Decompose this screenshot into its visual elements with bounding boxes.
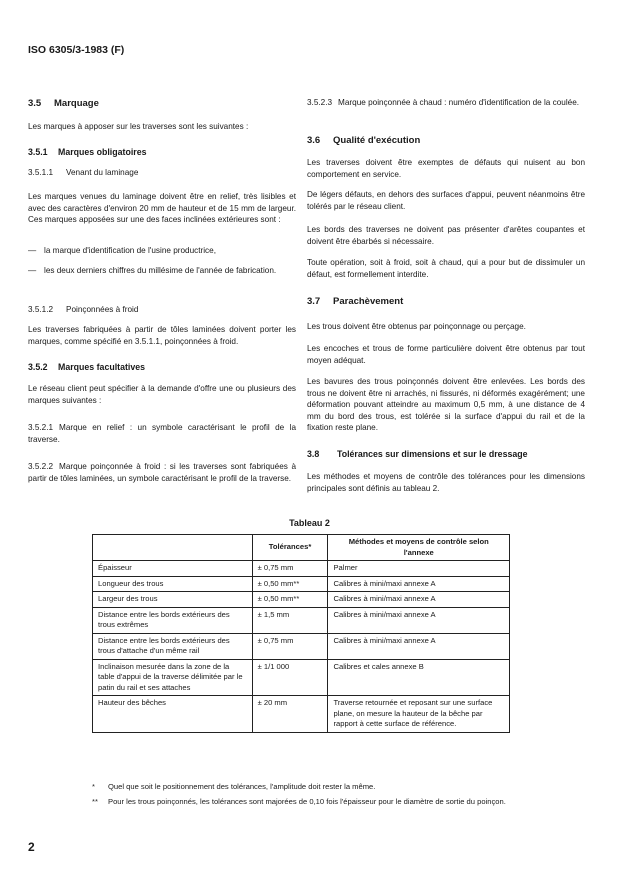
section-3-7-heading	[307, 296, 585, 307]
table-cell: Traverse retournée et reposant sur une surface plane, on mesure la hauteur de la bêche par rapport à cette surface de référence.	[328, 696, 510, 733]
table-cell: ± 0,75 mm	[252, 633, 328, 659]
section-number: 3.5.2	[28, 362, 48, 372]
section-title: Marques facultatives	[58, 362, 146, 372]
section-3-5-2-heading	[28, 362, 296, 372]
section-3-8-heading	[307, 449, 585, 459]
section-3-6-text-1: Les traverses doivent être exemptes de défauts qui nuisent au bon comportement en service.	[307, 158, 585, 179]
section-3-5-text: Les marques à apposer sur les traverses sont les suivantes :	[28, 122, 249, 131]
table-cell: Calibres à mini/maxi annexe A	[328, 633, 510, 659]
section-number: 3.7	[307, 296, 321, 307]
table-cell: Largeur des trous	[93, 592, 253, 608]
document-id: ISO 6305/3-1983 (F)	[28, 44, 125, 56]
table-cell: Distance entre les bords extérieurs des trous extrêmes	[93, 607, 253, 633]
section-number: 3.5.1	[28, 147, 48, 157]
table-cell: Calibres à mini/maxi annexe A	[328, 576, 510, 592]
table-cell: Longueur des trous	[93, 576, 253, 592]
section-number: 3.6	[307, 135, 321, 146]
dash-mark: —	[28, 246, 37, 255]
table-cell: Calibres et cales annexe B	[328, 659, 510, 696]
footnote-mark: **	[92, 797, 98, 806]
section-3-5-1-1-text: Les marques venues du laminage doivent être en relief, très lisibles et avec des caractères d'environ 20 mm de hauteur et de 15 mm de largeur. Ces marques apposées sur une des faces inclinées extérieures sont :	[28, 192, 296, 224]
table-row	[93, 592, 510, 608]
table-cell: ± 0,50 mm**	[252, 592, 328, 608]
table-cell: Épaisseur	[93, 561, 253, 577]
section-title: Poinçonnées à froid	[66, 305, 139, 314]
table-cell: ± 1,5 mm	[252, 607, 328, 633]
section-3-6-text-4: Toute opération, soit à froid, soit à chaud, qui a pour but de dissimuler un défaut, est formellement interdite.	[307, 258, 585, 279]
section-3-7-text-3: Les bavures des trous poinçonnés doivent être enlevées. Les bords des trous ne doivent être ni arrachés, ni fissurés, ni déformés exagérément; une déformation pouvant atteindre au maximum 0,5 mm, à une distance de 4 mm du bord des trous, est tolérée si la surface d'appui du rail et de la fixation reste plane.	[307, 377, 585, 432]
table-cell: ± 20 mm	[252, 696, 328, 733]
section-title: Tolérances sur dimensions et sur le dressage	[337, 449, 528, 459]
section-title: Venant du laminage	[66, 168, 139, 177]
section-3-7-text-1: Les trous doivent être obtenus par poinçonnage ou perçage.	[307, 322, 526, 331]
dash-item-text: la marque d'identification de l'usine productrice,	[44, 246, 216, 255]
section-3-5-2-3	[307, 97, 585, 109]
footnote-2	[92, 797, 528, 808]
table-cell: Distance entre les bords extérieurs des trous d'attache d'un même rail	[93, 633, 253, 659]
footnote-1	[92, 782, 512, 793]
dash-item-1	[28, 245, 312, 257]
section-3-5-2-text: Le réseau client peut spécifier à la demande d'offre une ou plusieurs des marques suivantes :	[28, 384, 296, 405]
table-cell: ± 1/1 000	[252, 659, 328, 696]
section-text: Marque poinçonnée à froid : si les traverses sont fabriquées à partir de tôles laminées, un symbole caractérisant le profil de la traverse.	[28, 462, 296, 483]
section-3-6-text-3: Les bords des traverses ne doivent pas présenter d'arêtes coupantes et doivent être ébarbés si nécessaire.	[307, 225, 585, 246]
section-number: 3.8	[307, 449, 320, 459]
table-row	[93, 576, 510, 592]
table-header-row	[93, 535, 510, 561]
section-3-5-1-2-text: Les traverses fabriquées à partir de tôles laminées doivent porter les marques, comme spécifié en 3.5.1.1, poinçonnées à froid.	[28, 325, 296, 346]
section-3-7-text-2: Les encoches et trous de forme particulière doivent être obtenus par tout moyen adéquat.	[307, 344, 585, 365]
section-3-5-1-1-heading	[28, 168, 296, 177]
section-text: Marque poinçonnée à chaud : numéro d'identification de la coulée.	[338, 98, 580, 107]
table-row	[93, 633, 510, 659]
section-number: 3.5	[28, 98, 42, 109]
footnote-mark: *	[92, 782, 95, 791]
section-number: 3.5.2.3	[307, 98, 333, 107]
footnote-text: Quel que soit le positionnement des tolérances, l'amplitude doit rester la même.	[108, 782, 376, 791]
section-3-5-heading	[28, 98, 296, 109]
table-cell: Palmer	[328, 561, 510, 577]
section-title: Marques obligatoires	[58, 147, 147, 157]
section-title: Marquage	[54, 98, 99, 109]
page-number: 2	[28, 840, 35, 854]
section-number: 3.5.1.1	[28, 168, 54, 177]
table-row	[93, 659, 510, 696]
section-number: 3.5.2.1	[28, 423, 54, 432]
table-cell: Hauteur des bêches	[93, 696, 253, 733]
table-cell: ± 0,50 mm**	[252, 576, 328, 592]
section-3-6-heading	[307, 135, 585, 146]
section-title: Parachèvement	[333, 296, 404, 307]
table-cell: Inclinaison mesurée dans la zone de la table d'appui de la traverse délimitée par le patin du rail et ses attaches	[93, 659, 253, 696]
table-header-cell: Méthodes et moyens de contrôle selon l'annexe	[328, 535, 510, 561]
table-header-cell	[93, 535, 253, 561]
section-3-5-2-2	[28, 461, 296, 484]
table-row	[93, 696, 510, 733]
table-cell: ± 0,75 mm	[252, 561, 328, 577]
tolerance-table	[92, 534, 510, 733]
table-header-cell: Tolérances*	[252, 535, 328, 561]
dash-item-2	[28, 265, 312, 277]
section-text: Marque en relief : un symbole caractérisant le profil de la traverse.	[28, 423, 296, 444]
section-3-5-1-heading	[28, 147, 296, 157]
section-3-6-text-2: De légers défauts, en dehors des surfaces d'appui, peuvent néanmoins être tolérés par le réseau client.	[307, 190, 585, 211]
table-cell: Calibres à mini/maxi annexe A	[328, 607, 510, 633]
table-row	[93, 561, 510, 577]
section-title: Qualité d'exécution	[333, 135, 421, 146]
section-number: 3.5.1.2	[28, 305, 54, 314]
section-3-8-text: Les méthodes et moyens de contrôle des tolérances pour les dimensions principales sont définis au tableau 2.	[307, 472, 585, 493]
section-3-5-2-1	[28, 422, 296, 445]
dash-item-text: les deux derniers chiffres du millésime de l'année de fabrication.	[44, 266, 277, 275]
section-3-5-1-2-heading	[28, 305, 296, 314]
table-row	[93, 607, 510, 633]
section-number: 3.5.2.2	[28, 462, 54, 471]
table-caption: Tableau 2	[289, 518, 330, 528]
footnote-text: Pour les trous poinçonnés, les tolérances sont majorées de 0,10 fois l'épaisseur pour le diamètre de sortie du poinçon.	[108, 797, 506, 806]
table-cell: Calibres à mini/maxi annexe A	[328, 592, 510, 608]
dash-mark: —	[28, 266, 37, 275]
